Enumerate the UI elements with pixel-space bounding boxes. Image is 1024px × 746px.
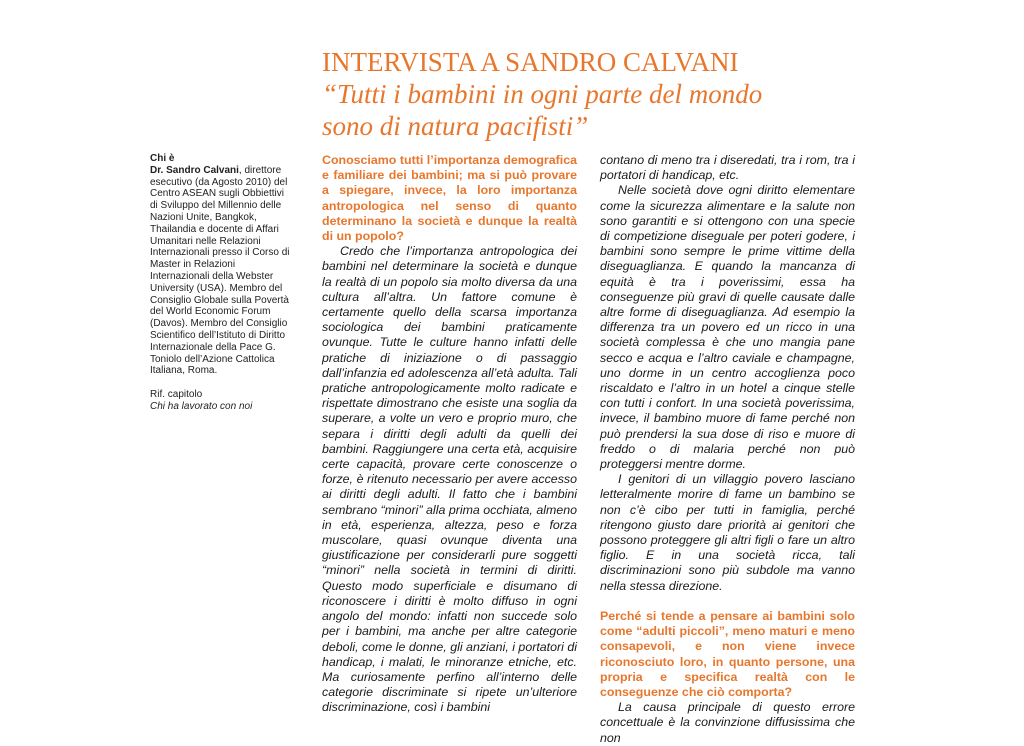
author-bio-sidebar (150, 153, 290, 413)
answer-1-paragraph-3: I genitori di un villaggio povero lasciano letteralmente morire di fame un bambino se non c’è cibo per tutti in famiglia, perché ritengono giusto dare priorità ai genitori che possono proteggere gli altri figli o fare un altro figlio. E in una società ricca, tali discriminazioni sono più subdole ma vanno nella stessa direzione. (600, 472, 855, 593)
author-bio: , direttore esecutivo (da Agosto 2010) del Centro ASEAN sugli Obbiettivi di Sviluppo del Millennio delle Nazioni Unite, Bangkok, Thailandia e docente di Affari Umanitari nelle Relazioni Internazionali presso il Corso di Master in Relazioni Internazionali della Webster University (USA). Membro del Consiglio Globale sulla Povertà del World Economic Forum (Davos). Membro del Consiglio Scientifico dell’Istituto di Diritto Internazionale della Pace G. Toniolo dell’Azione Cattolica Italiana, Roma. (150, 164, 290, 377)
answer-1-continued: contano di meno tra i diseredati, tra i rom, tra i portatori di handicap, etc. (600, 153, 855, 183)
article-column-2 (600, 153, 855, 746)
interview-question-1: Conosciamo tutti l’importanza demografica e familiare dei bambini; ma si può provare a spiegare, invece, la loro importanza antropologica nel senso di quanto determinano la società e dunque la realtà di un popolo? (322, 153, 577, 244)
interview-answer-1: Credo che l’importanza antropologica dei bambini nel determinare la società e dunque la realtà di un popolo sia molto diversa da una cultura all’altra. Un fattore comune è certamente quello della scarsa importanza sociologica dei bambini praticamente ovunque. Tutte le culture hanno infatti delle pratiche di iniziazione o di passaggio dall’infanzia ed adolescenza all’età adulta. Tali pratiche antropologicamente molto radicate e rispettate dimostrano che esiste una soglia da superare, a volte un vero e proprio muro, che separa i diritti degli adulti da quelli dei bambini. Raggiungere una certa età, acquisire certe capacità, provare certe conoscenze o forze, è ritenuto necessario per avere accesso ai diritti degli adulti. Il fatto che i bambini sembrano “minori” alla prima occhiata, almeno in età, esperienza, altezza, peso e forza muscolare, quasi ovunque diventa una giustificazione per considerarli pure soggetti “minori” nella società in termini di diritti. Questo modo superficiale e disumano di riconoscere i diritti è molto diffuso in ogni angolo del mondo: infatti non succede solo per i bambini, ma anche per altre categorie deboli, come le donne, gli anziani, i portatori di handicap, i malati, le minoranze etniche, etc. Ma curiosamente perfino all’interno delle categorie discriminate si ripete un’ulteriore discriminazione, così i bambini (322, 244, 577, 715)
article-title (322, 46, 882, 142)
title-line-2: “Tutti i bambini in ogni parte del mondo (322, 79, 763, 109)
chapter-ref-label: Rif. capitolo (150, 389, 203, 401)
title-line-3: sono di natura pacifisti” (322, 111, 589, 141)
title-line-1: INTERVISTA A SANDRO CALVANI (322, 47, 739, 77)
author-name: Dr. Sandro Calvani (150, 164, 239, 176)
chapter-ref-title: Chi ha lavorato con noi (150, 400, 253, 412)
article-column-1 (322, 153, 577, 716)
chapter-reference (150, 389, 290, 413)
answer-1-paragraph-2: Nelle società dove ogni diritto elementare come la sicurezza alimentare e la salute non sono garantiti e si ottengono con una specie di competizione diseguale per poteri godere, i bambini sono sempre le prime vittime della diseguaglianza. E quando la mancanza di equità è tra i poverissimi, essa ha conseguenze più gravi di quelle causate dalle altre forme di diseguaglianza. Ad esempio la differenza tra un povero ed un ricco in una società complessa è che uno mangia pane secco e acqua e l’altro caviale e champagne, uno dorme in un centro accoglienza poco riscaldato e l’altro in un hotel a cinque stelle con tutti i confort. In una società poverissima, invece, il bambino muore di fame perché non può prendersi la sua dose di riso e muore di freddo o di malaria perché non può proteggersi mentre dorme. (600, 183, 855, 472)
interview-question-2: Perché si tende a pensare ai bambini solo come “adulti piccoli”, meno maturi e meno consapevoli, e non viene invece riconosciuto loro, in quanto persone, una propria e specifica realtà con le conseguenze che ciò comporta? (600, 608, 855, 699)
interview-answer-2: La causa principale di questo errore concettuale è la convinzione diffusissima che non (600, 700, 855, 745)
bio-label: Chi è (150, 153, 175, 164)
